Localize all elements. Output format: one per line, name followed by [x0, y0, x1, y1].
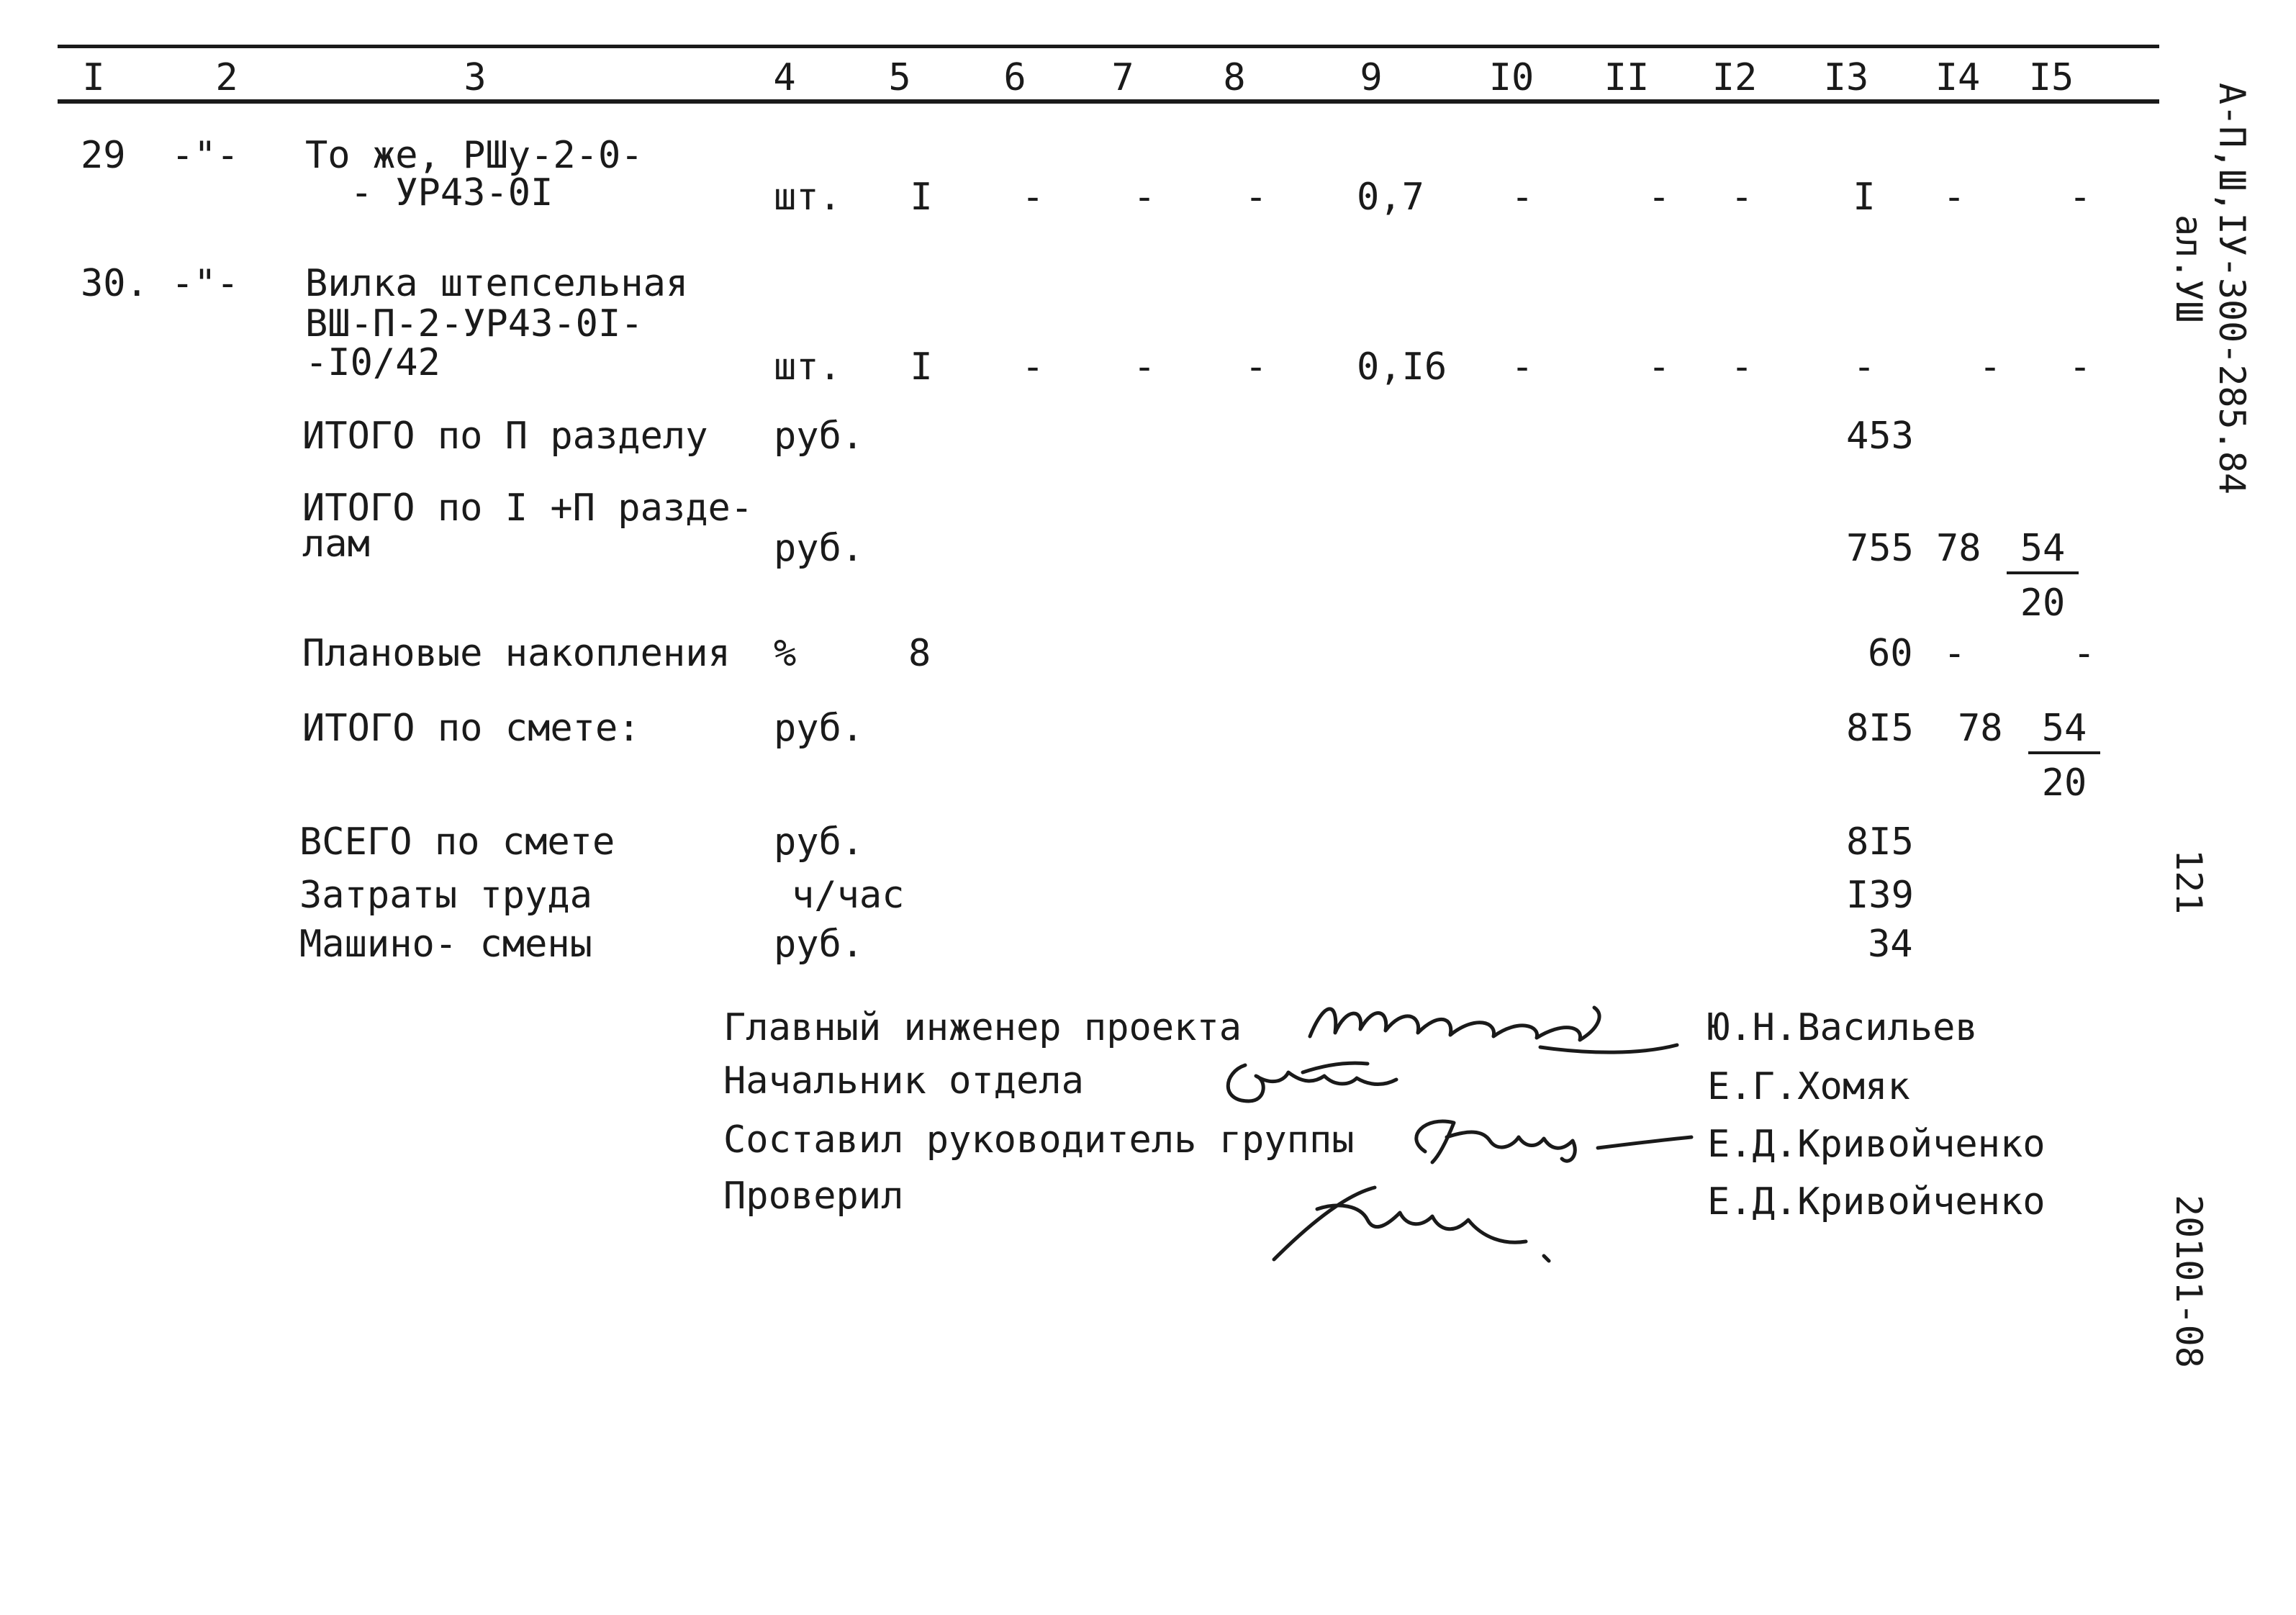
total-c13: I39 [1846, 874, 1914, 917]
cell-c7: - [1133, 345, 1156, 389]
cell-c5: I [910, 345, 933, 389]
total-c13: 8I5 [1846, 820, 1914, 864]
cell-c9: 0,7 [1357, 176, 1424, 219]
handwritten-signature [1404, 1108, 1706, 1173]
total-c13: 755 [1846, 527, 1914, 570]
total-unit: руб. [774, 527, 864, 570]
fraction-denominator: 20 [2020, 582, 2066, 625]
column-header: I [82, 56, 105, 99]
cell-c5: I [910, 176, 933, 219]
header-rule [58, 99, 2159, 104]
cell-c11: - [1648, 345, 1671, 389]
row-ref: -"- [171, 262, 239, 305]
cell-c15: - [2069, 345, 2092, 389]
handwritten-signature [1267, 1180, 1569, 1274]
cell-c10: - [1511, 176, 1534, 219]
column-header: 9 [1360, 56, 1383, 99]
row-unit: шт. [774, 345, 841, 389]
total-c14: 78 [1958, 707, 2003, 750]
total-unit: руб. [774, 923, 864, 966]
column-header: I5 [2028, 56, 2074, 99]
fraction-numerator: 54 [2028, 710, 2100, 754]
total-unit: % [774, 632, 797, 675]
cell-c13: I [1853, 176, 1876, 219]
total-label-line: лам [302, 522, 370, 566]
column-header: 5 [888, 56, 911, 99]
column-header: I2 [1712, 56, 1758, 99]
cell-c8: - [1244, 345, 1267, 389]
total-label: Плановые накопления [302, 632, 731, 675]
top-rule [58, 45, 2159, 48]
total-c13: 34 [1868, 923, 1913, 966]
row-name-line: Вилка штепсельная [305, 262, 689, 305]
column-header: 4 [773, 56, 796, 99]
margin-code: А-П,Ш,IУ-300-285.84 [2211, 83, 2253, 494]
archive-number: 20101-08 [2168, 1195, 2210, 1368]
column-header: 2 [215, 56, 238, 99]
signature-name: Е.Д.Кривойченко [1707, 1123, 2046, 1166]
signature-role: Начальник отдела [723, 1059, 1084, 1103]
total-c15: - [2073, 632, 2096, 675]
total-unit: руб. [774, 415, 864, 458]
column-header: I0 [1488, 56, 1535, 99]
cell-c8: - [1244, 176, 1267, 219]
fraction-denominator: 20 [2041, 761, 2087, 805]
cell-c6: - [1021, 345, 1044, 389]
handwritten-signature [1216, 1051, 1504, 1108]
cell-c10: - [1511, 345, 1534, 389]
fraction-numerator: 54 [2007, 530, 2079, 574]
cell-c11: - [1648, 176, 1671, 219]
column-header: 3 [464, 56, 487, 99]
signature-role: Проверил [723, 1175, 904, 1218]
total-c14: - [1943, 632, 1966, 675]
total-unit: руб. [774, 707, 864, 750]
row-unit: шт. [774, 176, 841, 219]
total-c15-fraction [2007, 527, 2079, 625]
row-name-line: ВШ-П-2-УР43-0I- [305, 302, 643, 345]
total-label: ВСЕГО по смете [299, 820, 615, 864]
total-c13: 453 [1846, 415, 1914, 458]
total-c13: 8I5 [1846, 707, 1914, 750]
row-name-line: -I0/42 [305, 341, 440, 384]
total-label: ИТОГО по смете: [302, 707, 641, 750]
column-header: 7 [1111, 56, 1134, 99]
column-header: 6 [1003, 56, 1026, 99]
cell-c7: - [1133, 176, 1156, 219]
cell-c12: - [1730, 345, 1753, 389]
total-label: Машино- смены [299, 923, 592, 966]
handwritten-signature [1303, 986, 1691, 1058]
total-c14: 78 [1936, 527, 1981, 570]
total-c5: 8 [908, 632, 931, 675]
cell-c12: - [1730, 176, 1753, 219]
total-label: Затраты труда [299, 874, 592, 917]
signature-name: Е.Г.Хомяк [1707, 1065, 1910, 1108]
cell-c13: - [1853, 345, 1876, 389]
total-c15-fraction [2028, 707, 2100, 805]
cell-c14: - [1979, 345, 2002, 389]
cell-c15: - [2069, 176, 2092, 219]
cell-c9: 0,I6 [1357, 345, 1447, 389]
signature-role: Главный инженер проекта [723, 1006, 1242, 1049]
total-label: ИТОГО по П разделу [302, 415, 708, 458]
total-label-line: ИТОГО по I +П разде- [302, 487, 754, 530]
margin-code-sub: ал.УШ [2168, 214, 2210, 323]
page-number: 121 [2168, 849, 2210, 915]
total-unit: руб. [774, 820, 864, 864]
column-header: 8 [1223, 56, 1246, 99]
signature-role: Составил руководитель группы [723, 1118, 1355, 1162]
signature-name: Е.Д.Кривойченко [1707, 1180, 2046, 1223]
column-header: II [1604, 56, 1650, 99]
row-name-line: То же, РШу-2-0- [305, 134, 643, 177]
row-number: 29 [81, 134, 126, 177]
total-c13: 60 [1868, 632, 1913, 675]
signature-name: Ю.Н.Васильев [1707, 1006, 1978, 1049]
cell-c14: - [1943, 176, 1966, 219]
column-header: I4 [1935, 56, 1981, 99]
row-ref: -"- [171, 134, 239, 177]
total-unit: ч/час [792, 874, 905, 917]
row-name-line: - УР43-0I [305, 171, 553, 214]
cell-c6: - [1021, 176, 1044, 219]
row-number: 30. [81, 262, 148, 305]
column-header: I3 [1823, 56, 1869, 99]
